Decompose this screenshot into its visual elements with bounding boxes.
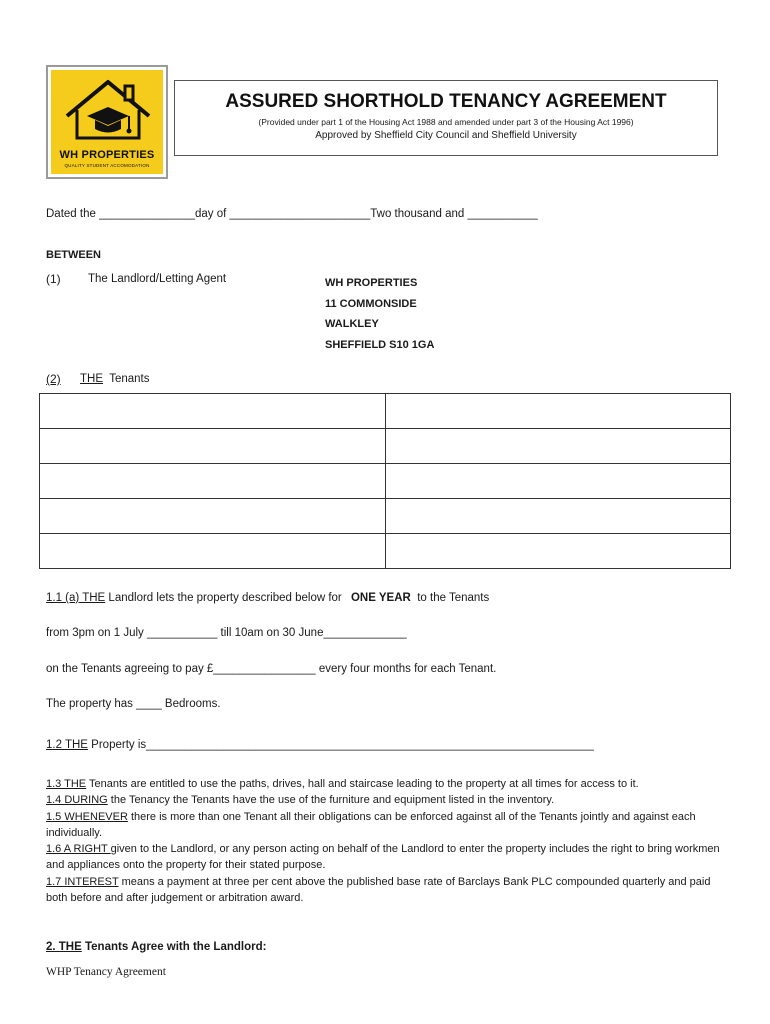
clause-ref: 1.3 THE — [46, 778, 87, 790]
clause-text: the Tenancy the Tenants have the use of the furniture and equipment listed in the inventory. — [107, 794, 555, 807]
between-heading: BETWEEN — [46, 249, 101, 261]
clause-1-1a-text: Landlord lets the property described below for — [105, 592, 345, 604]
approval-note: Approved by Sheffield City Council and Sheffield University — [315, 130, 577, 141]
house-graduation-cap-icon — [59, 76, 157, 148]
document-subtitle: (Provided under part 1 of the Housing Act 1988 and amended under part 3 of the Housing Act 1996) — [258, 117, 634, 127]
landlord-street: 11 COMMONSIDE — [325, 297, 417, 310]
party2-the: THE — [80, 373, 103, 385]
document-header — [174, 80, 718, 156]
page-footer: WHP Tenancy Agreement — [46, 966, 166, 978]
tenants-table — [39, 393, 731, 569]
logo-company-name: WH PROPERTIES — [59, 149, 155, 161]
party2-tenants: Tenants — [109, 373, 150, 385]
party1-label: The Landlord/Letting Agent — [88, 273, 227, 285]
clause-1-4 — [46, 792, 726, 808]
document-title: ASSURED SHORTHOLD TENANCY AGREEMENT — [225, 91, 667, 112]
clause-1-6 — [46, 841, 726, 874]
tenant-cell[interactable] — [40, 394, 386, 429]
clauses-block — [46, 776, 726, 906]
dated-prefix: Dated the — [46, 208, 100, 220]
tenant-cell[interactable] — [385, 499, 731, 534]
tenancy-dates-line: from 3pm on 1 July ___________ till 10am on 30 June_____________ — [46, 627, 407, 639]
logo-tagline: QUALITY STUDENT ACCOMODATION — [64, 163, 150, 168]
table-row — [40, 394, 731, 429]
clause-text: there is more than one Tenant all their obligations can be enforced against all of the Tenants jointly and against each individually. — [46, 810, 696, 839]
party2-number: (2) — [46, 372, 61, 386]
tenant-cell[interactable] — [40, 429, 386, 464]
section-2-text: Tenants Agree with the Landlord: — [81, 941, 267, 953]
clause-1-1a-tail: to the Tenants — [410, 592, 490, 604]
clause-ref: 1.5 WHENEVER — [46, 810, 128, 823]
tenant-cell[interactable] — [40, 464, 386, 499]
clause-1-2-ref: 1.2 THE — [46, 739, 88, 751]
rent-line: on the Tenants agreeing to pay £________________ every four months for each Tenant. — [46, 663, 497, 675]
year-blank[interactable]: ___________ — [467, 208, 538, 220]
day-blank[interactable]: _______________ — [99, 208, 196, 220]
landlord-area: WALKLEY — [325, 318, 379, 330]
tenant-cell[interactable] — [385, 394, 731, 429]
landlord-city: SHEFFIELD S10 1GA — [325, 338, 435, 351]
clause-ref: 1.7 INTEREST — [46, 875, 119, 888]
clause-text: given to the Landlord, or any person acting on behalf of the Landlord to enter the property includes the right to bring workmen and appliances onto the property for their stated purpose. — [46, 843, 720, 872]
table-row — [40, 534, 731, 569]
landlord-name: WH PROPERTIES — [325, 277, 418, 289]
dated-line — [46, 208, 538, 220]
clause-ref: 1.4 DURING — [46, 794, 108, 807]
landlord-address — [325, 273, 434, 355]
month-blank[interactable]: ______________________ — [229, 208, 371, 220]
clause-1-3 — [46, 776, 726, 792]
section-2-heading — [46, 941, 266, 953]
clause-1-1a-term: ONE YEAR — [350, 592, 411, 604]
table-row — [40, 429, 731, 464]
party1-number: (1) — [46, 272, 61, 286]
tenant-cell[interactable] — [385, 534, 731, 569]
section-2-ref: 2. THE — [46, 941, 82, 953]
table-row — [40, 499, 731, 534]
tenant-cell[interactable] — [385, 429, 731, 464]
tenant-cell[interactable] — [40, 534, 386, 569]
clause-1-1a-ref: 1.1 (a) THE — [46, 592, 106, 604]
clause-1-7 — [46, 874, 726, 907]
dated-day-of: day of — [195, 208, 230, 220]
tenant-cell[interactable] — [40, 499, 386, 534]
clause-1-2 — [46, 739, 594, 751]
clause-text: Tenants are entitled to use the paths, drives, hall and staircase leading to the property at all times for access to it. — [86, 778, 639, 790]
clause-text: means a payment at three per cent above the published base rate of Barclays Bank PLC compounded quarterly and paid both before and after judgement or arbitration award. — [46, 875, 711, 905]
clause-ref: 1.6 A RIGHT — [46, 843, 111, 856]
tenant-cell[interactable] — [385, 464, 731, 499]
clause-1-1a — [46, 592, 489, 604]
table-row — [40, 464, 731, 499]
party2-label — [80, 373, 149, 385]
clause-1-2-text: Property is______________________________________________________________________ — [87, 739, 594, 751]
clause-1-5 — [46, 809, 726, 842]
dated-year-prefix: Two thousand and — [370, 208, 468, 220]
company-logo — [46, 65, 168, 179]
bedrooms-line: The property has ____ Bedrooms. — [46, 698, 221, 710]
